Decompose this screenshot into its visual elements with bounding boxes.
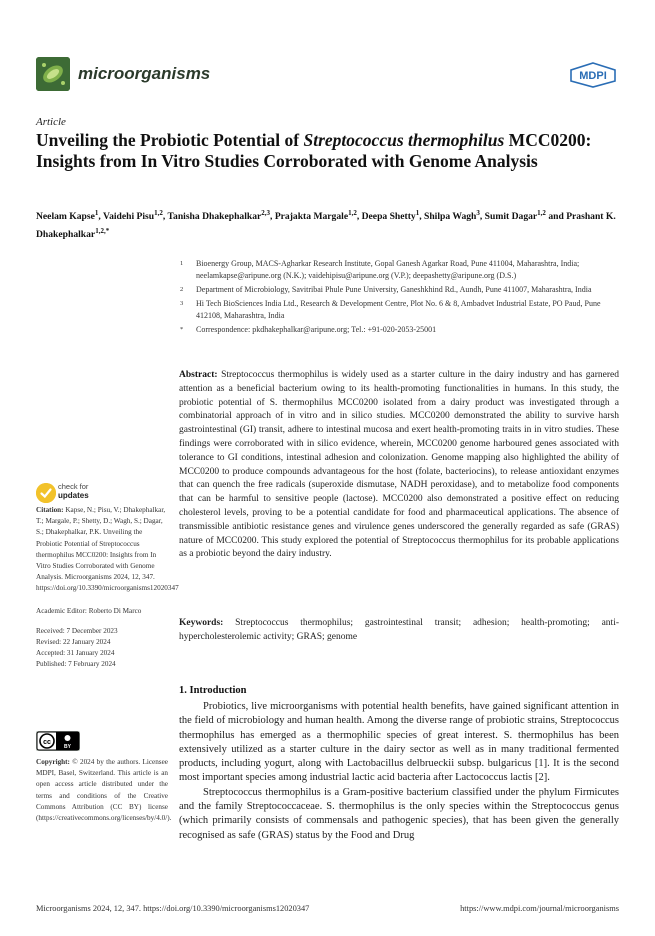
check-updates-line1: check for — [58, 482, 89, 491]
author-name[interactable]: Sumit Dagar — [484, 211, 538, 223]
affiliation-number: 1 — [180, 260, 184, 267]
author-name[interactable]: Prajakta Margale — [274, 211, 349, 223]
journal-logo-icon — [36, 57, 70, 91]
section-heading-introduction: 1. Introduction — [179, 685, 247, 696]
title-part1: Unveiling the Probiotic Potential of — [36, 130, 304, 150]
keywords-label: Keywords: — [179, 618, 224, 628]
abstract — [179, 369, 619, 562]
mdpi-logo-text: MDPI — [579, 70, 607, 82]
author-affiliation-marker: 1,2 — [154, 209, 163, 217]
affiliation-number: 3 — [180, 300, 184, 307]
footer-citation: Microorganisms 2024, 12, 347. https://doi.org/10.3390/microorganisms12020347 — [36, 904, 310, 913]
check-updates-line2: updates — [58, 491, 89, 500]
affiliation-item — [180, 284, 620, 296]
footer-journal-link[interactable]: https://www.mdpi.com/journal/microorganisms — [460, 904, 619, 913]
affiliation-text: Department of Microbiology, Savitribai Phule Pune University, Ganeshkhind Rd., Aundh, Pune 411007, Maharashtra, India — [196, 285, 592, 294]
keywords-text: Streptococcus thermophilus; gastrointestinal transit; adhesion; health-promoting; anti-hypercholesterolemic activity; GRAS; genome — [179, 618, 619, 642]
citation-text: Kapse, N.; Pisu, V.; Dhakephalkar, T.; Margale, P.; Shetty, D.; Wagh, S.; Dagar, S.; Dhakephalkar, P.K. Unveiling the Probiotic Potential of Streptococcus thermophilus MCC0200: Insights from In Vitro Studies Corroborated with Genome Analysis. Microorganisms 2024, 12, 347. https://doi.org/10.3390/microorganisms12020347 — [36, 506, 179, 593]
keywords — [179, 617, 619, 645]
author-affiliation-marker: 1,2 — [348, 209, 357, 217]
article-type: Article — [36, 116, 66, 128]
author-affiliation-marker: 1,2 — [537, 209, 546, 217]
citation — [36, 505, 179, 595]
author-name[interactable]: Deepa Shetty — [361, 211, 416, 223]
copyright-text: © 2024 by the authors. Licensee MDPI, Basel, Switzerland. This article is an open access article distributed under the terms and conditions of the Creative Commons Attribution (CC BY) license (https://creativecommons.org/licenses/by/4.0/). — [36, 758, 172, 823]
affiliation-item — [180, 298, 620, 322]
mdpi-logo[interactable] — [569, 62, 617, 88]
svg-text:cc: cc — [43, 739, 51, 746]
affiliations — [180, 258, 620, 338]
publication-dates — [36, 626, 168, 671]
author-name[interactable]: Shilpa Wagh — [424, 211, 477, 223]
article-title — [36, 130, 626, 172]
check-for-updates[interactable] — [58, 482, 89, 500]
author-list: Neelam Kapse$^1$, Vaidehi Pisu$^{1,2}$, Tanisha Dhakephalkar$^{2,3}$, Prajakta Margale$^{1,2}$, Deepa Shetty$^1$, Shilpa Wagh$^3$, Sumit Dagar$^{1,2}$ and Prashant K. Dhakephalkar$^{1,2,*}$ — [36, 209, 616, 241]
abstract-text: Streptococcus thermophilus is widely used as a starter culture in the dairy industry and has garnered attention as a beneficial bacterium owing to its health-promoting functionalities in humans. In this study, the probiotic potential of S. thermophilus MCC0200 isolated from a dairy product was investigated through a combinatorial approach of in vitro and in silico studies. MCC0200 demonstrated the ability to survive harsh gastrointestinal (GI) transit, adhere to intestinal mucosa and exert health-promoting traits in in vitro studies. These findings were corroborated with in silico evidence, wherein, MCC0200 genome harboured genes associated with tolerance to GI conditions, intestinal adhesion and colonization. Genome mapping also highlighted the ability of MCC0200 to produce compounds advantageous for the host (folate, bacteriocins), to release antioxidant enzymes that can quench the free radicals (superoxide dismutase, NADH peroxidase), and to metabolize food components that can be harmful to sensitive people (lactose). MCC0200 also demonstrated a positive effect on reducing cholesterol levels, proving to be a potential candidate for food and pharmaceutical applications. The absence of transmissible antibiotic resistance genes and virulence genes underscored the generally regarded as safe (GRAS) nature of MCC0200. This study explored the potential of Streptococcus thermophilus for its probable applications as a probiotic beyond the dairy industry. — [179, 370, 619, 560]
publication-date: Revised: 22 January 2024 — [36, 638, 111, 647]
publication-date: Accepted: 31 January 2024 — [36, 649, 115, 658]
introduction-paragraph: Streptococcus thermophilus is a Gram-positive bacterium classified under the phylum Firmicutes and the family Streptococcaceae. S. thermophilus is the only species within the Streptococcus genus (which primarily consists of commensals and pathogenic species), that has been given the generally recognised as safe (GRAS) status by the Food and Drug — [179, 786, 619, 841]
affiliation-item — [180, 324, 620, 336]
academic-editor: Academic Editor: Roberto Di Marco — [36, 606, 142, 615]
title-part2: MCC0200: Insights from In Vitro Studies Corroborated with Genome Analysis — [36, 130, 592, 171]
affiliation-text: Bioenergy Group, MACS-Agharkar Research Institute, Gopal Ganesh Agarkar Road, Pune 411004, Maharashtra, India; neelamkapse@aripune.org (N.K.); vaidehipisu@aripune.org (V.P.); deepashetty@aripune.org (D.S.) — [196, 259, 580, 280]
cc-by-license-icon[interactable] — [36, 731, 80, 751]
author-name[interactable]: Prashant K. Dhakephalkar — [36, 211, 616, 241]
affiliation-item — [180, 258, 620, 282]
affiliation-text: Correspondence: pkdhakephalkar@aripune.org; Tel.: +91-020-2053-25001 — [196, 325, 437, 334]
affiliation-number: 2 — [180, 286, 184, 293]
sidebar — [36, 505, 179, 671]
author-affiliation-marker: 2,3 — [261, 209, 271, 217]
publication-date: Received: 7 December 2023 — [36, 626, 118, 635]
abstract-label: Abstract: — [179, 370, 218, 380]
check-for-updates-icon[interactable] — [36, 483, 56, 503]
citation-label: Citation: — [36, 506, 64, 514]
introduction-paragraph: Probiotics, live microorganisms with potential health benefits, have gained significant attention in the field of microbiology and human health. Among the diverse range of probiotic strains, Streptococcus thermophilus has emerged as a thermophilic species of great interest. S. thermophilus has been extensively utilized as a starter culture in the dairy sector as well as in many traditional fermented products, including yogurt, along with Lactobacillus delbrueckii subsp. bulgaricus [1]. It is the second most important species among industrial lactic acid bacteria after Lactococcus lactis [2]. — [179, 701, 619, 784]
author-affiliation-marker: 3 — [476, 209, 480, 217]
journal-name: microorganisms — [78, 64, 211, 83]
title-italic: Streptococcus thermophilus — [303, 130, 505, 150]
author-name[interactable]: Neelam Kapse — [36, 211, 95, 223]
copyright-label: Copyright: — [36, 758, 70, 766]
author-affiliation-marker: 1,2,* — [95, 227, 110, 236]
svg-text:BY: BY — [64, 744, 71, 750]
copyright — [36, 757, 172, 824]
author-affiliation-marker: 1 — [415, 209, 420, 217]
affiliation-text: Hi Tech BioSciences India Ltd., Research & Development Centre, Plot No. 6 & 8, Ambadvet Industrial Estate, PO Paud, Pune 412108, Maharashtra, India — [196, 299, 601, 320]
author-affiliation-marker: 1 — [94, 209, 99, 217]
author-name[interactable]: Vaidehi Pisu — [103, 211, 155, 223]
introduction-body — [179, 700, 619, 843]
affiliation-number: * — [180, 326, 184, 333]
author-name[interactable]: Tanisha Dhakephalkar — [167, 211, 262, 223]
publication-date: Published: 7 February 2024 — [36, 660, 116, 669]
